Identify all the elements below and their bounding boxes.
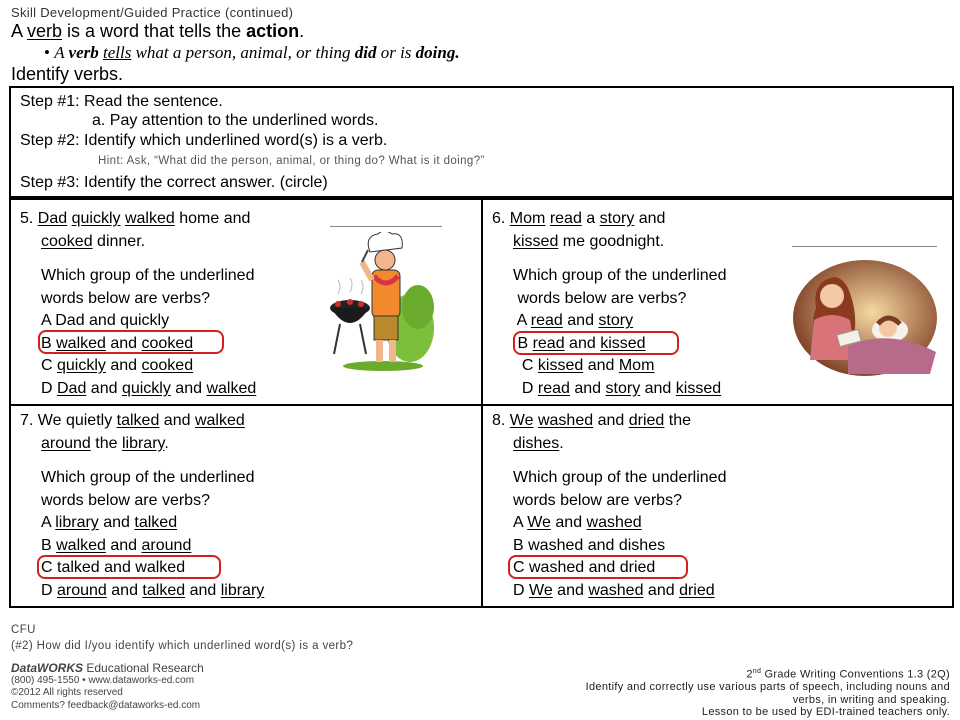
q6-option-c[interactable]: C kissed and Mom — [513, 357, 655, 374]
question-8: 8. We washed and dried the dishes. Which group of the underlined words below are verbs? A We and washed B washed and dishes C washed and dried D We and washed and dried — [492, 410, 726, 602]
step-3: Step #3: Identify the correct answer. (circle) — [20, 174, 328, 191]
grill-man-illustration — [328, 232, 438, 372]
steps-box — [9, 86, 954, 198]
q5-option-c[interactable]: C quickly and cooked — [41, 357, 194, 374]
q7-option-b[interactable]: B walked and around — [41, 536, 192, 554]
step-2: Step #2: Identify which underlined word(s) is a verb. — [20, 132, 388, 149]
q5-option-a[interactable]: A Dad and quickly — [41, 312, 170, 329]
lesson-footer: 2nd Grade Writing Conventions 1.3 (2Q) Identify and correctly use various parts of speech, including nouns and verbs, in writing and speaking. Lesson to be used by EDI-trained teachers only. — [585, 668, 950, 719]
cfu-prompt: CFU (#2) How did I/you identify which underlined word(s) is a verb? — [11, 624, 354, 652]
q7-option-d[interactable]: D around and talked and library — [41, 581, 265, 599]
q7-option-a[interactable]: A library and talked — [41, 514, 178, 531]
q8-option-b[interactable]: B washed and dishes — [513, 536, 666, 554]
step-1: Step #1: Read the sentence. — [20, 93, 223, 110]
objective-text: Identify verbs. — [11, 64, 124, 84]
q8-option-a[interactable]: A We and washed — [513, 514, 642, 531]
answer-circle-q5 — [38, 330, 224, 354]
answer-circle-q8 — [508, 555, 688, 579]
cfu-step-ref: #2 — [15, 640, 29, 652]
q8-option-c[interactable]: C washed and dried — [513, 559, 656, 576]
q6-option-d[interactable]: D read and story and kissed — [513, 379, 722, 397]
answer-circle-q7 — [37, 555, 221, 579]
mom-bedtime-illustration — [792, 258, 938, 378]
cfu-label: CFU — [11, 624, 36, 636]
section-kicker: Skill Development/Guided Practice (continued) — [11, 5, 294, 20]
q7-option-c[interactable]: C talked and walked — [41, 559, 186, 576]
q6-option-b[interactable]: B read and kissed — [513, 334, 646, 352]
question-5: 5. Dad quickly walked home and cooked dinner. Which group of the underlined words below are verbs? A Dad and quickly B walked and cooked C quickly and cooked D Dad and quickly and walked — [20, 208, 256, 400]
q5-option-b[interactable]: B walked and cooked — [41, 334, 194, 352]
answer-circle-q6 — [513, 331, 679, 355]
definition-bullet: • A verb tells what a person, animal, or thing did or is doing. — [44, 43, 460, 62]
q5-option-d[interactable]: D Dad and quickly and walked — [41, 379, 257, 397]
question-7: 7. We quietly talked and walked around the library. Which group of the underlined words below are verbs? A library and talked B walked and around C talked and walked D around and talked and library — [20, 410, 264, 602]
question-6: 6. Mom read a story and kissed me goodnight. Which group of the underlined words below are verbs? A read and story B read and kissed C kissed and Mom D read and story and kissed — [492, 208, 726, 400]
verb-definition: A verb is a word that tells the action. — [11, 21, 305, 41]
q6-option-a[interactable]: A read and story — [513, 312, 634, 329]
step-hint: Hint: Ask, “What did the person, animal, or thing do? What is it doing?” — [98, 155, 485, 167]
step-1a: a. Pay attention to the underlined words. — [92, 112, 379, 129]
verb-term: verb — [27, 21, 63, 41]
answer-blank-q6 — [792, 246, 937, 247]
grid-divider-horizontal — [10, 404, 953, 406]
answer-blank-q5 — [330, 226, 442, 227]
grid-divider-vertical — [481, 199, 483, 607]
publisher-logo: DataWORKS — [11, 661, 84, 675]
q8-option-d[interactable]: D We and washed and dried — [513, 581, 715, 599]
publisher-footer: DataWORKS Educational Research (800) 495-1550 • www.dataworks-ed.com ©2012 All rights reserved Comments? feedback@dataworks-ed.com — [11, 661, 204, 711]
